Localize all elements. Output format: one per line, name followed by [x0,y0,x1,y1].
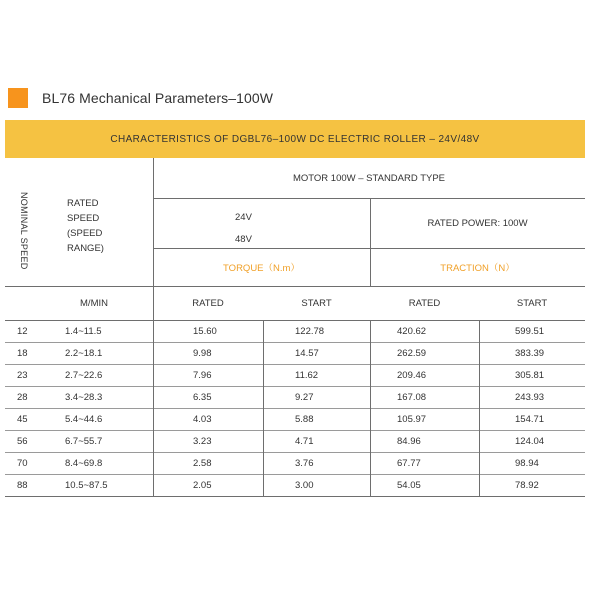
table-banner: CHARACTERISTICS OF DGBL76–100W DC ELECTRIC ROLLER – 24V/48V [5,120,585,158]
cell-torque-rated: 2.05 [193,479,212,491]
cell-range: 5.4~44.6 [65,413,103,425]
torque-start-header: START [301,297,332,309]
rule-table-bottom [5,496,585,497]
table-row [5,320,585,342]
cell-speed: 88 [17,479,28,491]
cell-traction-rated: 105.97 [397,413,427,425]
cell-traction-rated: 262.59 [397,347,427,359]
cell-traction-start: 305.81 [515,369,545,381]
cell-traction-start: 124.04 [515,435,545,447]
cell-torque-start: 4.71 [295,435,314,447]
rated-speed-line: SPEED [67,213,100,224]
cell-speed: 56 [17,435,28,447]
cell-torque-rated: 15.60 [193,325,217,337]
cell-traction-rated: 209.46 [397,369,427,381]
cell-torque-start: 9.27 [295,391,314,403]
cell-traction-start: 154.71 [515,413,545,425]
cell-torque-start: 3.76 [295,457,314,469]
nominal-speed-label: NOMINAL SPEED [19,192,29,270]
rated-speed-line: RATED [67,198,99,209]
cell-traction-start: 78.92 [515,479,539,491]
cell-speed: 28 [17,391,28,403]
cell-torque-rated: 6.35 [193,391,212,403]
unit-label: M/MIN [80,297,108,309]
section-heading [8,88,273,108]
cell-range: 8.4~69.8 [65,457,103,469]
torque-rated-header: RATED [192,297,224,309]
rated-speed-label [67,196,104,256]
cell-range: 1.4~11.5 [65,325,102,337]
cell-speed: 18 [17,347,28,359]
cell-torque-start: 14.57 [295,347,319,359]
cell-range: 3.4~28.3 [65,391,103,403]
cell-speed: 45 [17,413,28,425]
cell-range: 2.7~22.6 [65,369,103,381]
cell-torque-start: 3.00 [295,479,314,491]
cell-torque-rated: 2.58 [193,457,212,469]
cell-speed: 70 [17,457,28,469]
cell-traction-start: 383.39 [515,347,545,359]
cell-speed: 12 [17,325,28,337]
cell-traction-rated: 167.08 [397,391,427,403]
torque-label: TORQUE（N.m） [223,263,300,274]
traction-rated-header: RATED [408,297,441,309]
table-row [5,430,585,452]
orange-square-icon [8,88,28,108]
traction-label: TRACTION（N） [440,263,515,274]
cell-traction-start: 98.94 [515,457,539,469]
cell-speed: 23 [17,369,28,381]
cell-traction-rated: 420.62 [397,325,427,337]
motor-type-label: MOTOR 100W – STANDARD TYPE [292,172,446,184]
cell-traction-start: 599.51 [515,325,545,337]
rated-power-label: RATED POWER: 100W [427,217,528,229]
section-title: BL76 Mechanical Parameters–100W [42,90,274,106]
cell-torque-rated: 3.23 [193,435,212,447]
table-row [5,342,585,364]
table-row [5,452,585,474]
cell-torque-rated: 7.96 [193,369,212,381]
cell-torque-start: 122.78 [295,325,325,337]
table-row [5,364,585,386]
table-row [5,474,585,496]
cell-range: 10.5~87.5 [65,479,108,491]
rated-speed-line: RANGE) [67,243,104,254]
cell-range: 2.2~18.1 [65,347,103,359]
cell-torque-rated: 4.03 [193,413,212,425]
cell-traction-rated: 67.77 [397,457,421,469]
cell-torque-start: 5.88 [295,413,314,425]
voltage-48v: 48V [235,234,252,245]
rated-speed-line: (SPEED [67,228,103,239]
cell-torque-rated: 9.98 [193,347,212,359]
table-row [5,386,585,408]
cell-traction-rated: 54.05 [397,479,421,491]
cell-range: 6.7~55.7 [65,435,103,447]
table-row [5,408,585,430]
cell-torque-start: 11.62 [295,369,319,381]
traction-start-header: START [516,297,548,309]
voltage-24v: 24V [235,212,252,223]
cell-traction-rated: 84.96 [397,435,421,447]
cell-traction-start: 243.93 [515,391,545,403]
